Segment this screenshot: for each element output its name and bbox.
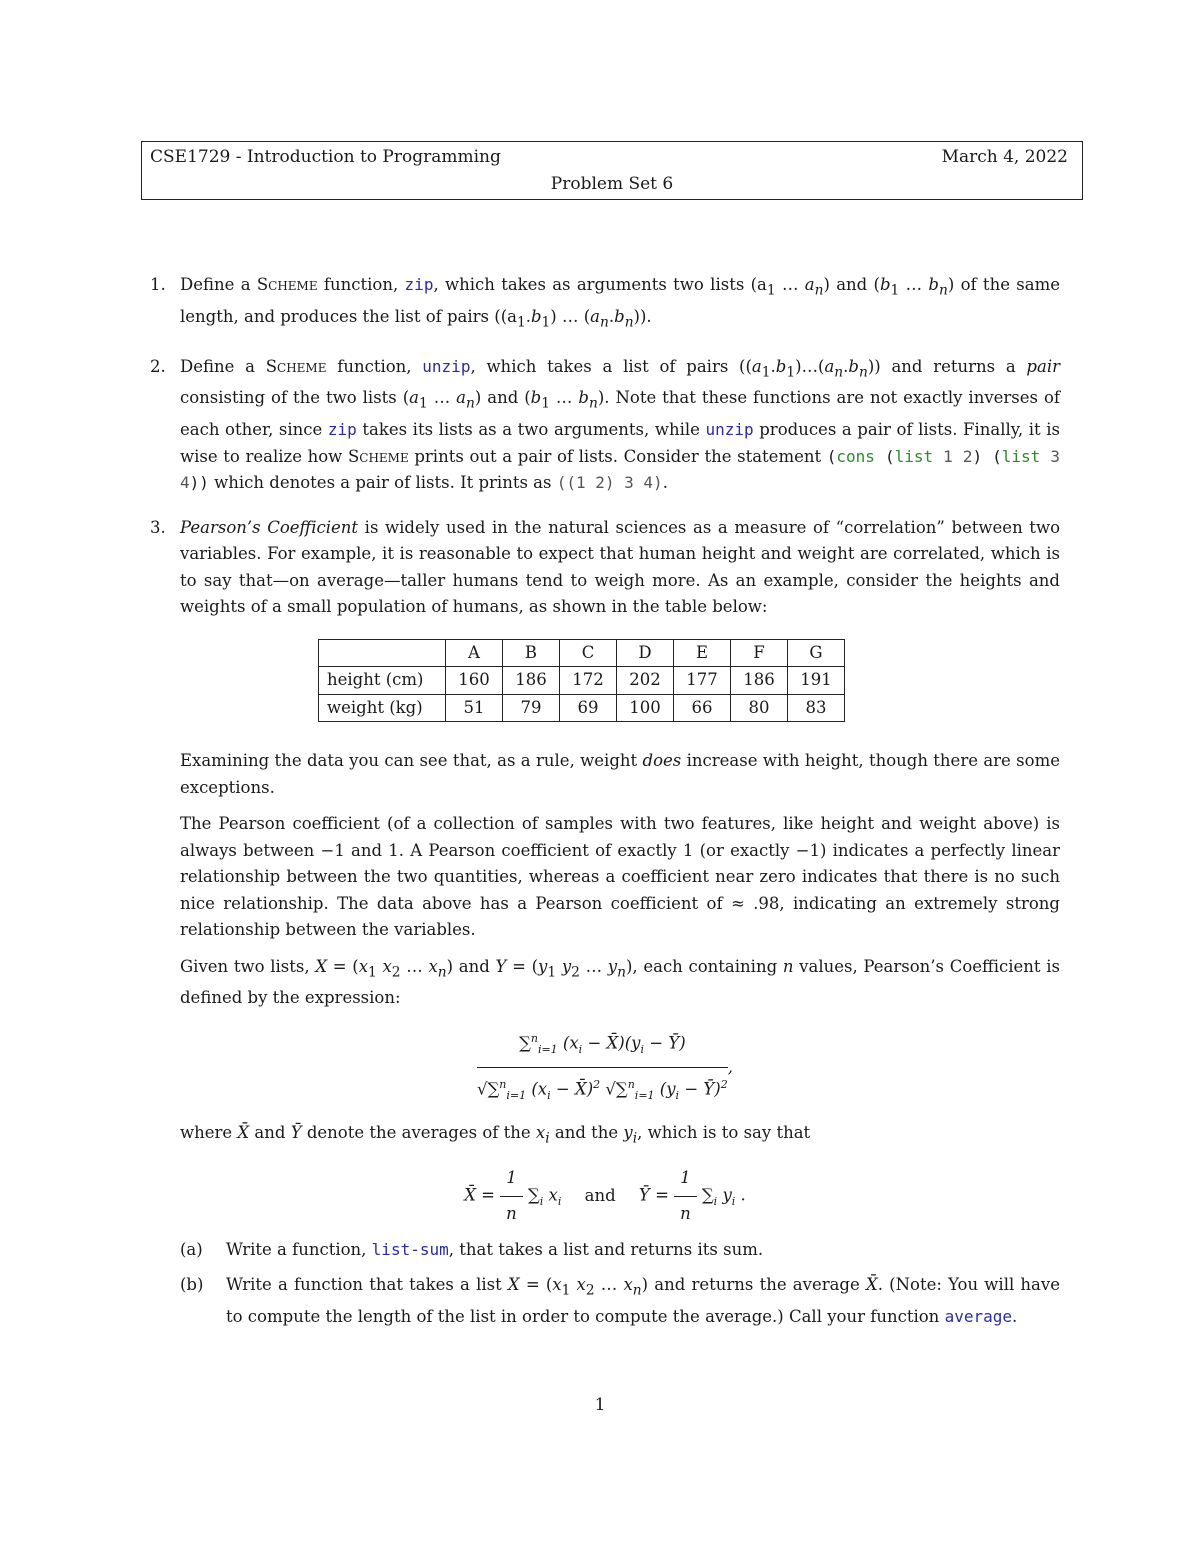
body-text — [150, 272, 1060, 1338]
table-cell: 160 — [446, 667, 503, 695]
table-cell: 172 — [560, 667, 617, 695]
code-cons: cons — [836, 446, 875, 466]
table-header-cell: F — [731, 639, 788, 667]
code-list-sum: list-sum — [371, 1240, 449, 1260]
pearson-formula: $\frac{\sum^n_{i=1} (x_i - X̄)(y_i - Ȳ)}{√\sum^n_{i=1} (x_i - X̄)^2 √\sum^n_{i=1} (y_i - Ȳ)^2}$ , — [150, 1026, 1060, 1110]
paragraph-examining — [150, 748, 1060, 801]
problem-1-text: , which takes as arguments two lists (a — [433, 275, 767, 294]
table-row — [319, 667, 845, 695]
code-zip: zip — [327, 420, 357, 440]
problem-3-intro: is widely used in the natural sciences as a measure of “correlation” between two variables. For example, it is reasonable to expect that human height and weight are correlated, which is to say that—on average—taller humans tend to weigh more. As an example, consider the heights and weights of a small population of humans, as shown in the table below: — [180, 517, 1060, 617]
paragraph-text: , which is to say that — [637, 1122, 811, 1142]
row-label: height (cm) — [319, 667, 446, 695]
paragraph-pearson: The Pearson coefficient (of a collection of samples with two features, like height and weight above) is always between −1 and 1. A Pearson coefficient of exactly 1 (or exactly −1) indicates a perfectly linear relationship between the two quantities, whereas a coefficient near zero indicates that there is no such nice relationship. The data above has a Pearson coefficient of ≈ .98, indicating an extremely strong relationship between the variables. — [180, 814, 1060, 940]
table-header-cell: E — [674, 639, 731, 667]
paragraph-text: Coefficient is defined by the expression: — [180, 956, 1061, 1008]
paragraph-text: Examining the data you can see that, as a rule, weight — [180, 751, 643, 771]
code-zip: zip — [404, 275, 434, 294]
table-header-cell: D — [617, 639, 674, 667]
course-title: CSE1729 - Introduction to Programming — [150, 147, 501, 167]
table-header-row — [319, 639, 845, 667]
subitem-a — [150, 1237, 1060, 1264]
table-cell: 83 — [788, 694, 845, 722]
table-cell: 66 — [674, 694, 731, 722]
subitem-text: , that takes a list and returns its sum. — [448, 1240, 764, 1260]
subitem-text: Write a function that takes a list — [226, 1274, 508, 1294]
table-header-cell: C — [560, 639, 617, 667]
table-header-cell: G — [788, 639, 845, 667]
code-list: list — [894, 446, 934, 466]
code-unzip: unzip — [422, 356, 471, 376]
table-header-cell: A — [446, 639, 503, 667]
table-cell: 186 — [503, 667, 560, 695]
table-cell: 177 — [674, 667, 731, 695]
code-numbers: 3 4 — [180, 446, 1060, 493]
problem-1: 1. Define a Scheme function, zip, which takes as arguments two lists ($a_1$ … $a_n$) and ($b_1$ … $b_n$) of the same length, and produces the list of pairs ($(a_1.b_1)$ … $(a_n.b_n)$). — [150, 272, 1060, 336]
table-cell: 79 — [503, 694, 560, 722]
table-cell — [319, 639, 446, 667]
subitem-text: . (Note: You will have to compute the length of the list in order to compute the average.) Call your function — [226, 1274, 1060, 1326]
subitem-text: Write a function, — [226, 1240, 372, 1260]
table-cell: 80 — [731, 694, 788, 722]
problem-number: 3. — [150, 517, 166, 537]
table-cell: 69 — [560, 694, 617, 722]
emphasis: does — [642, 751, 682, 771]
problem-2: 2. Define a Scheme function, unzip, which takes a list of pairs $((a_1.b_1)\dots(a_n.b_n))$ and returns a pair consisting of the two lists ($a_1$ … $a_n$) and ($b_1$ … $b_n$). Note that these functions are not exactly inverses of each other, since zip takes its lists as a two arguments, while unzip produces a pair of lists. Finally, it is wise to realize how Scheme prints out a pair of lists. Consider the statement (cons (list 1 2) (list 3 4)) which denotes a pair of lists. It prints as ((1 2) 3 4). — [150, 354, 1060, 497]
paragraph-text: increase with height, though there are some exceptions. — [180, 751, 1060, 797]
average-formula: X̄ = $\frac{1}{n}$ $\sum_i$ $x_i$ and Ȳ = $\frac{1}{n}$ $\sum_i$ $y_i$ . — [150, 1165, 1060, 1227]
code-average: average — [944, 1306, 1012, 1326]
table-cell: 100 — [617, 694, 674, 722]
problem-1-text: function, — [317, 275, 405, 294]
problem-number: 1. — [150, 275, 166, 294]
subitem-text: . — [1012, 1306, 1018, 1326]
table-header-cell: B — [503, 639, 560, 667]
problem-set-title: Problem Set 6 — [550, 174, 674, 194]
paragraph-where: where X̄ and Ȳ denote the averages of the $x_i$ and the $y_i$, which is to say that — [180, 1122, 811, 1146]
problem-number: 2. — [150, 356, 166, 376]
date: March 4, 2022 — [941, 147, 1068, 167]
subitem-label: (a) — [180, 1240, 203, 1260]
scheme-name: Scheme — [256, 275, 318, 294]
row-label: weight (kg) — [319, 694, 446, 722]
table-cell: 202 — [617, 667, 674, 695]
page-number: 1 — [594, 1395, 606, 1415]
table-cell: 51 — [446, 694, 503, 722]
subitem-label: (b) — [180, 1274, 204, 1294]
data-table — [318, 639, 845, 723]
subitem-b: (b) Write a function that takes a list $X = (x_1$ $x_2$ … $x_n$) and returns the average X̄. (Note: You will have to compute the length of the list in order to compute the average.) Call your function average. — [150, 1272, 1060, 1330]
printed-output: ((1 2) 3 4) — [556, 473, 663, 493]
problem-3 — [150, 515, 1060, 621]
code-numbers: 1 2 — [943, 446, 973, 466]
term-pearson: Pearson’s Coefficient — [180, 517, 359, 537]
problem-1-text: same length, and produces the list of pairs ((a — [180, 275, 1060, 326]
paragraph-given: Given two lists, $X = (x_1$ $x_2$ … $x_n$) and $Y = (y_1$ $y_2$ … $y_n$), each containing n values, Pearson’s Coefficient is defined by the expression: — [180, 956, 1061, 1008]
table-cell: 186 — [731, 667, 788, 695]
table-cell: 191 — [788, 667, 845, 695]
problem-1-text: Define a — [180, 275, 257, 294]
table-row — [319, 694, 845, 722]
header-box — [141, 141, 1083, 200]
